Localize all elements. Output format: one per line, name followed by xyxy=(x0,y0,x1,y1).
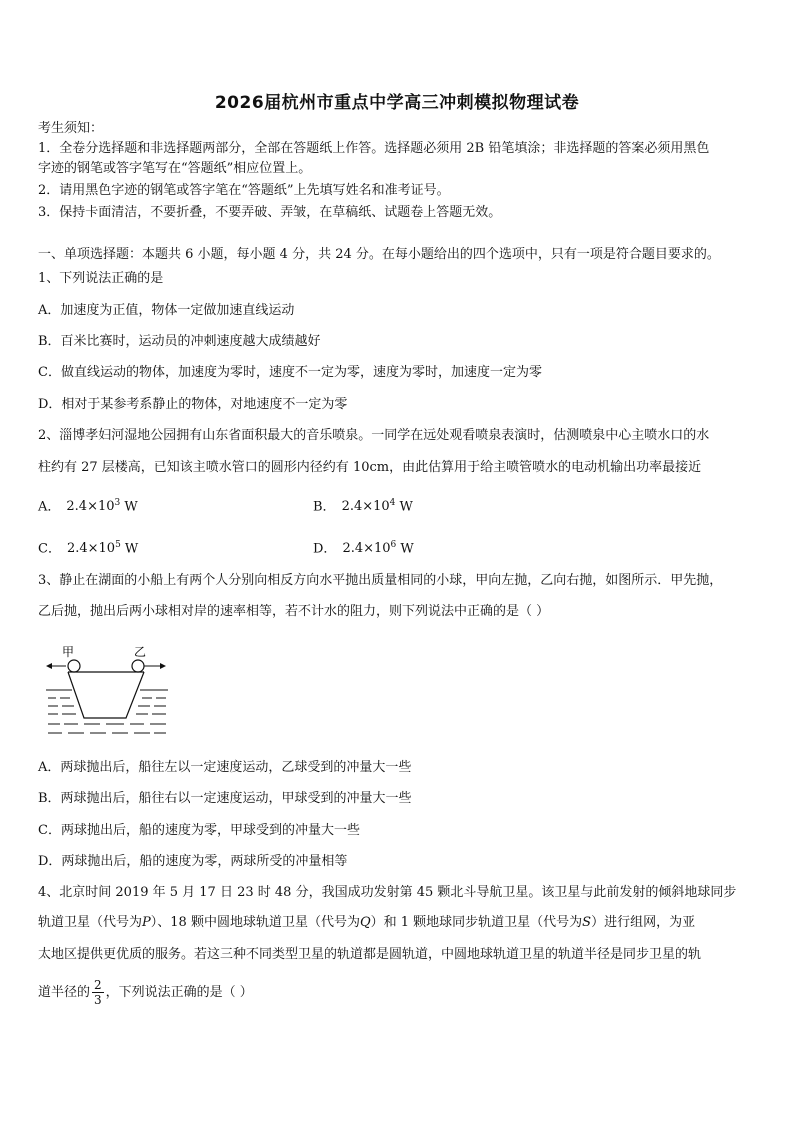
question-2-option-d: D． $2.4\times 10^6$ W xyxy=(313,540,414,557)
question-4-line2: 轨道卫星（代号为P）、18 颗中圆地球轨道卫星（代号为Q）和 1 颗地球同步轨道卫星（代号为S）进行组网，为亚 xyxy=(38,915,696,930)
question-1-stem: 1、下列说法正确的是 xyxy=(38,271,164,286)
question-4-line4: 道半径的 $\frac{2}{3}$ ，下列说法正确的是（ ） xyxy=(38,978,253,1007)
question-1-option-d: D．相对于某参考系静止的物体，对地速度不一定为零 xyxy=(38,397,348,412)
question-1-option-b: B．百米比赛时，运动员的冲刺速度越大成绩越好 xyxy=(38,334,321,349)
question-3-option-a: A．两球抛出后，船往左以一定速度运动，乙球受到的冲量大一些 xyxy=(38,760,412,775)
notice-item: 1．全卷分选择题和非选择题两部分，全部在答题纸上作答。选择题必须用 2B 铅笔填涂；非选择题的答案必须用黑色 xyxy=(38,141,710,156)
question-2-stem-line2: 柱约有 27 层楼高，已知该主喷水管口的圆形内径约有 10cm，由此估算用于给主喷管喷水的电动机输出功率最接近 xyxy=(38,460,702,475)
boat-figure xyxy=(44,640,174,744)
symbol-s: S xyxy=(582,915,592,930)
ball-yi xyxy=(132,660,144,672)
question-1-option-c: C．做直线运动的物体，加速度为零时，速度不一定为零，速度为零时，加速度一定为零 xyxy=(38,365,542,380)
notice-item: 3．保持卡面清洁，不要折叠，不要弄破、弄皱，在草稿纸、试题卷上答题无效。 xyxy=(38,205,502,220)
question-3-stem-line1: 3、静止在湖面的小船上有两个人分别向相反方向水平抛出质量相同的小球，甲向左抛，乙向右抛，如图所示．甲先抛， xyxy=(38,573,723,588)
question-3-option-c: C．两球抛出后，船的速度为零，甲球受到的冲量大一些 xyxy=(38,823,360,838)
question-2-stem-line1: 2、淄博孝妇河湿地公园拥有山东省面积最大的音乐喷泉。一同学在远处观看喷泉表演时，估测喷泉中心主喷水口的水 xyxy=(38,428,710,443)
symbol-q: Q xyxy=(359,915,371,930)
boat-diagram xyxy=(44,640,174,740)
question-2-option-c: C． $2.4\times 10^5$ W xyxy=(38,540,139,557)
label-yi: 乙 xyxy=(133,645,147,659)
water-lines xyxy=(46,690,168,733)
question-3-stem-line2: 乙后抛，抛出后两小球相对岸的速率相等，若不计水的阻力，则下列说法中正确的是（ ） xyxy=(38,604,550,619)
section-heading: 一、单项选择题：本题共 6 小题，每小题 4 分，共 24 分。在每小题给出的四个选项中，只有一项是符合题目要求的。 xyxy=(38,247,720,262)
symbol-p: P xyxy=(142,915,151,930)
question-2-option-b: B． $2.4\times 10^4$ W xyxy=(313,498,413,515)
notice-heading: 考生须知： xyxy=(38,121,104,136)
ball-jia xyxy=(68,660,80,672)
left-arrow-head xyxy=(46,663,52,669)
question-4-line1: 4、北京时间 2019 年 5 月 17 日 23 时 48 分，我国成功发射第 45 颗北斗导航卫星。该卫星与此前发射的倾斜地球同步 xyxy=(38,885,737,900)
question-4-line3: 太地区提供更优质的服务。若这三种不同类型卫星的轨道都是圆轨道，中圆地球轨道卫星的轨道半径是同步卫星的轨 xyxy=(38,947,702,962)
question-2-option-a: A． $2.4\times 10^3$ W xyxy=(38,498,138,515)
question-3-option-d: D．两球抛出后，船的速度为零，两球所受的冲量相等 xyxy=(38,854,348,869)
question-3-option-b: B．两球抛出后，船往右以一定速度运动，甲球受到的冲量大一些 xyxy=(38,791,412,806)
question-1-option-a: A．加速度为正值，物体一定做加速直线运动 xyxy=(38,303,295,318)
right-arrow-head xyxy=(160,663,166,669)
fraction-two-thirds: $\frac{2}{3}$ xyxy=(94,978,102,1007)
notice-item: 字迹的钢笔或答字笔写在“答题纸”相应位置上。 xyxy=(38,161,312,176)
notice-item: 2．请用黑色字迹的钢笔或答字笔在“答题纸”上先填写姓名和准考证号。 xyxy=(38,183,450,198)
label-jia: 甲 xyxy=(61,645,75,659)
boat-hull xyxy=(68,672,144,718)
page-title: 2026届杭州市重点中学高三冲刺模拟物理试卷 xyxy=(214,93,580,113)
